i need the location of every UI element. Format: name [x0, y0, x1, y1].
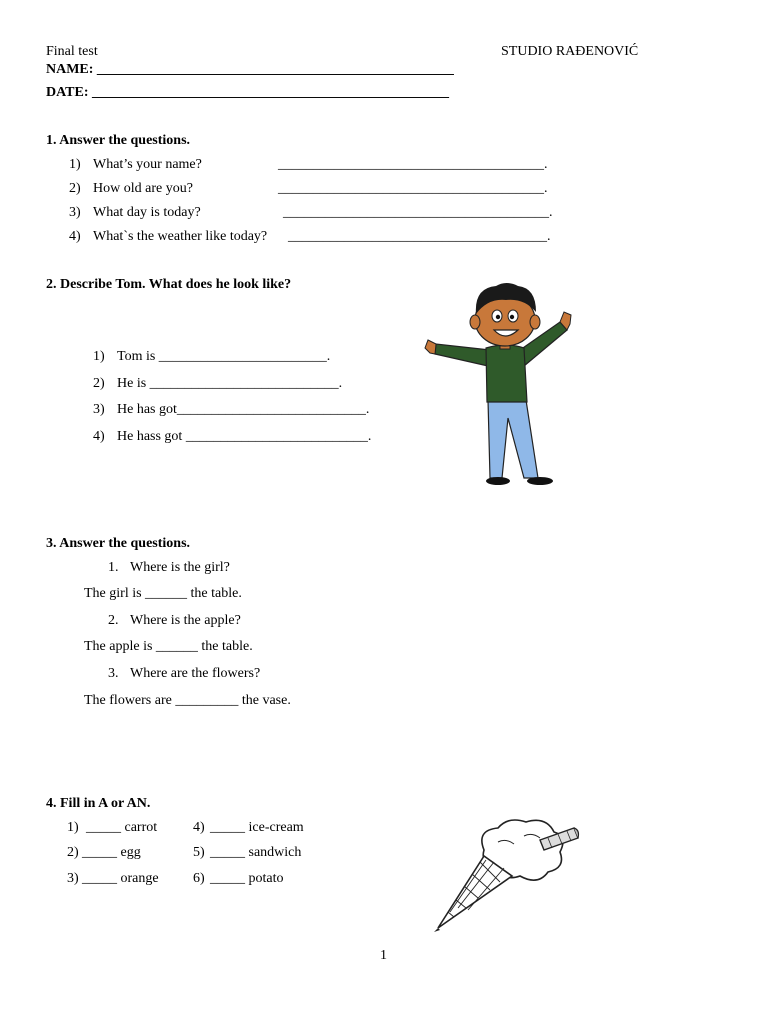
date-line: DATE: ___________________________________________________: [46, 85, 450, 100]
fill-item: _____ potato: [210, 871, 284, 886]
fill-item: _____ ice-cream: [210, 820, 304, 835]
list-item-number: 2): [67, 845, 79, 860]
fill-item: _____ egg: [82, 845, 141, 860]
list-item-number: 3.: [108, 666, 119, 681]
list-item-number: 1): [93, 349, 105, 364]
fill-item: _____ orange: [82, 871, 159, 886]
describe-line: He is ___________________________.: [117, 376, 343, 391]
fill-item: _____ sandwich: [210, 845, 302, 860]
question-text: Where is the girl?: [130, 560, 230, 575]
list-item-number: 3): [69, 205, 81, 220]
page-number: 1: [380, 948, 387, 963]
list-item-number: 1.: [108, 560, 119, 575]
list-item-number: 3): [93, 402, 105, 417]
list-item-number: 4): [193, 820, 205, 835]
list-item-number: 2.: [108, 613, 119, 628]
describe-line: Tom is ________________________.: [117, 349, 331, 364]
studio-name: STUDIO RAĐENOVIĆ: [501, 44, 639, 59]
fill-item: _____ carrot: [86, 820, 158, 835]
section3-heading: 3. Answer the questions.: [46, 536, 191, 551]
answer-line: ______________________________________.: [278, 157, 548, 172]
describe-line: He hass got __________________________.: [117, 429, 372, 444]
answer-line: The apple is ______ the table.: [84, 639, 253, 654]
test-title: Final test: [46, 44, 98, 59]
question-text: Where are the flowers?: [130, 666, 261, 681]
section4-heading: 4. Fill in A or AN.: [46, 796, 151, 811]
question-text: How old are you?: [93, 181, 193, 196]
question-text: What day is today?: [93, 205, 201, 220]
list-item-number: 1): [69, 157, 81, 172]
list-item-number: 2): [93, 376, 105, 391]
answer-line: ______________________________________.: [278, 181, 548, 196]
list-item-number: 1): [67, 820, 79, 835]
list-item-number: 2): [69, 181, 81, 196]
answer-line: The girl is ______ the table.: [84, 586, 242, 601]
list-item-number: 3): [67, 871, 79, 886]
name-line: NAME: ___________________________________________________: [46, 62, 454, 77]
answer-line: ______________________________________.: [283, 205, 553, 220]
section2-heading: 2. Describe Tom. What does he look like?: [46, 277, 292, 292]
question-text: What`s the weather like today?: [93, 229, 268, 244]
question-text: Where is the apple?: [130, 613, 241, 628]
section1-heading: 1. Answer the questions.: [46, 133, 191, 148]
list-item-number: 4): [69, 229, 81, 244]
list-item-number: 4): [93, 429, 105, 444]
tom-illustration: [420, 278, 580, 490]
ice-cream-illustration: [428, 812, 588, 936]
answer-line: The flowers are _________ the vase.: [84, 693, 291, 708]
list-item-number: 5): [193, 845, 205, 860]
list-item-number: 6): [193, 871, 205, 886]
describe-line: He has got___________________________.: [117, 402, 370, 417]
question-text: What’s your name?: [93, 157, 202, 172]
answer-line: _____________________________________.: [288, 229, 551, 244]
